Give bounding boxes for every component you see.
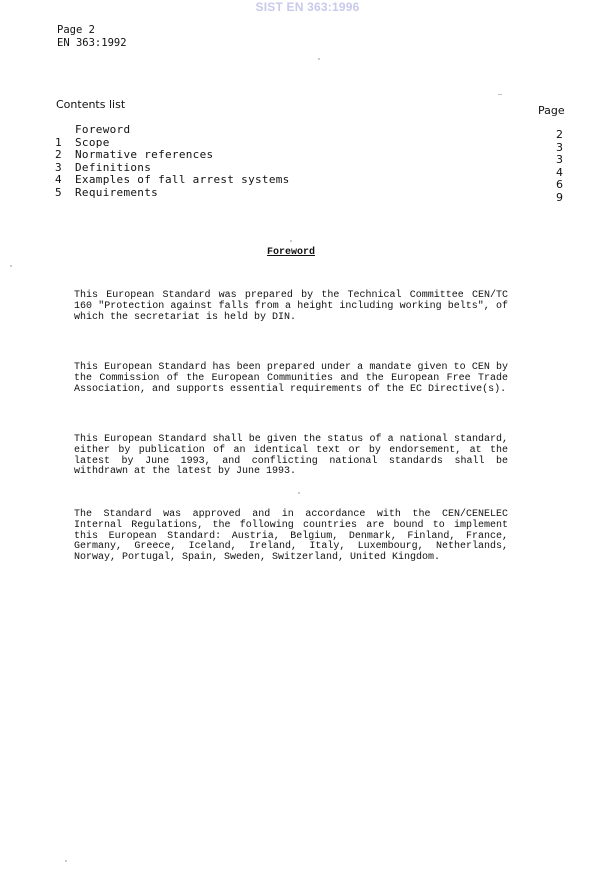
toc-item-number: 4 [55, 173, 62, 187]
toc-item-label: Requirements [75, 185, 159, 199]
scan-speck [298, 492, 300, 494]
toc-item-label: Normative references [75, 148, 214, 162]
toc-item-page: 9 [556, 190, 563, 204]
toc-item-requirements[interactable] [55, 185, 565, 204]
toc-item-label: Foreword [75, 123, 131, 136]
page-header [57, 24, 127, 49]
toc-item-page: 6 [556, 178, 563, 192]
scan-speck [65, 860, 67, 862]
toc-item-number: 2 [55, 148, 62, 162]
toc-item-page: 3 [556, 153, 563, 167]
foreword-paragraph: This European Standard has been prepared under a mandate given to CEN by the Commission of the European Communities and the European Free Trade Association, and supports essential requirements of the EC Directive(s). [74, 362, 508, 395]
toc-item-foreword[interactable] [55, 123, 565, 141]
toc-item-page: 2 [556, 128, 563, 141]
page-column-label: Page [538, 104, 565, 117]
table-of-contents [55, 123, 565, 204]
page-number: Page 2 [57, 24, 95, 36]
contents-title: Contents list [56, 98, 126, 111]
toc-item-label: Definitions [75, 160, 152, 174]
toc-item-number [55, 124, 75, 137]
standard-number: EN 363:1992 [57, 36, 127, 49]
scan-speck [498, 94, 502, 95]
foreword-paragraph: This European Standard was prepared by the Technical Committee CEN/TC 160 "Protection against falls from a height including working belts", of which the secretariat is held by DIN. [74, 290, 508, 323]
foreword-paragraph: The Standard was approved and in accordance with the CEN/CENELEC Internal Regulations, the following countries are bound to implement this European Standard: Austria, Belgium, Denmark, Finland, France, Germany, Greece, Iceland, Ireland, Italy, Luxembourg, Netherlands, Norway, Portugal, Spain, Sweden, Switzerland, United Kingdom. [74, 509, 508, 564]
foreword-heading: Foreword [266, 247, 315, 258]
toc-item-page: 3 [556, 140, 563, 154]
scan-speck [10, 265, 12, 267]
toc-item-number: 1 [55, 135, 62, 149]
foreword-paragraph: This European Standard shall be given the status of a national standard, either by publication of an identical text or by endorsement, at the latest by June 1993, and conflicting national standards shall be withdrawn at the latest by June 1993. [74, 434, 508, 478]
toc-item-page: 4 [556, 165, 563, 179]
toc-item-number: 3 [55, 160, 62, 174]
toc-item-label: Examples of fall arrest systems [75, 173, 290, 187]
scan-speck [290, 240, 292, 242]
toc-item-label: Scope [75, 135, 110, 149]
watermark: SIST EN 363:1996 [255, 0, 360, 14]
scan-speck [318, 58, 320, 60]
toc-item-number: 5 [55, 185, 62, 199]
